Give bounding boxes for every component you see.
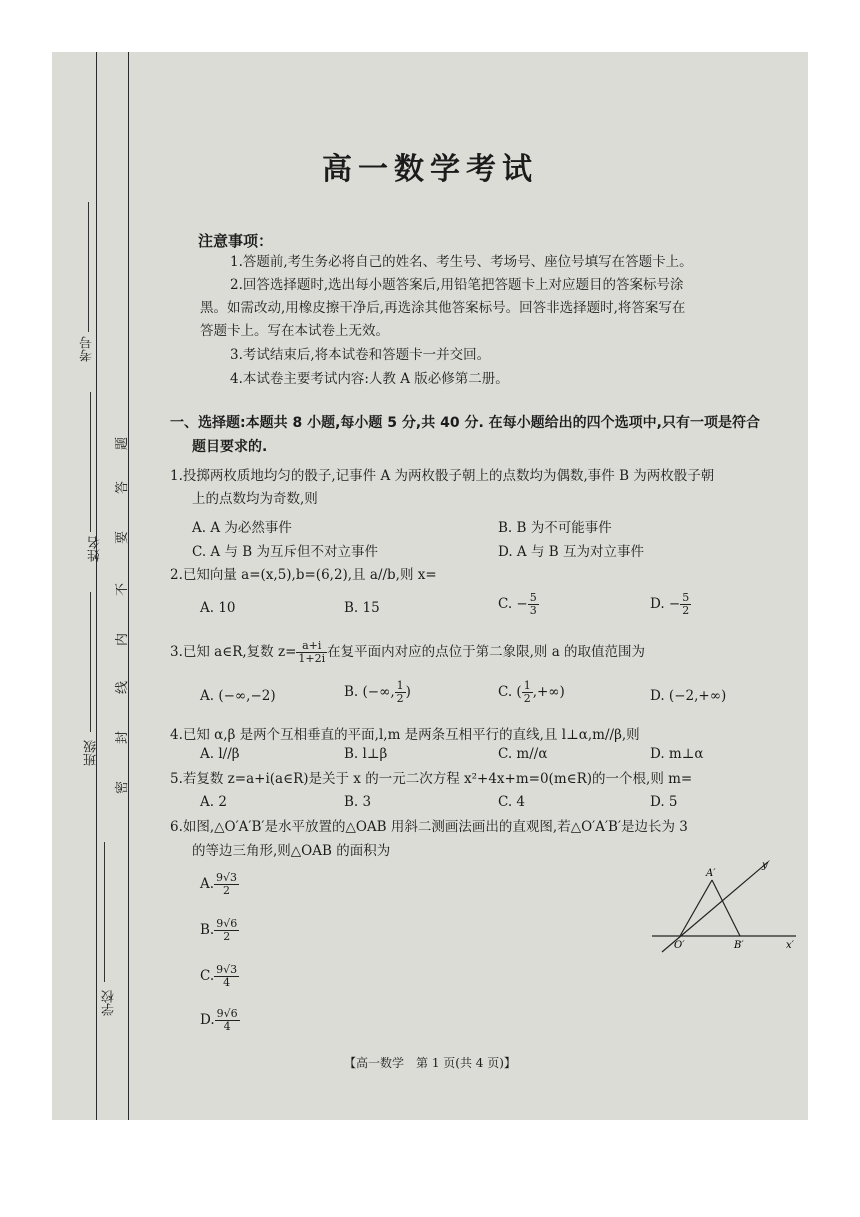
q5-stem: 5.若复数 z=a+i(a∈R)是关于 x 的一元二次方程 x²+4x+m=0(m∈R)的一个根,则 m= [170, 771, 693, 787]
kaohao-label: 考号 [80, 336, 95, 362]
exam-page [52, 52, 808, 1120]
seal-char: 内 [115, 632, 131, 647]
kaohao-blank [88, 202, 89, 332]
seal-char: 题 [115, 436, 131, 451]
notice-item: 2.回答选择题时,选出每小题答案后,用铅笔把答题卡上对应题目的答案标号涂 [230, 277, 684, 293]
xuexiao-blank [104, 842, 105, 982]
notice-heading: 注意事项： [198, 232, 274, 250]
seal-char: 线 [115, 680, 131, 695]
q6-option-d: D. $\frac{9√6}{4}$ [200, 1007, 238, 1033]
seal-char: 密 [115, 780, 131, 795]
q1-option-b: B. B 为不可能事件 [498, 520, 612, 536]
banji-blank [90, 592, 91, 732]
notice-item: 答题卡上。写在本试卷上无效。 [200, 323, 389, 339]
q6-option-c: C. $\frac{9√3}{4}$ [200, 963, 238, 989]
q3-option-a: A. (−∞,−2) [200, 688, 276, 704]
q6-figure [652, 852, 802, 962]
q2-option-b: B. 15 [344, 600, 380, 616]
q4-option-c: C. m//α [498, 746, 548, 762]
q3-option-b: B. (−∞, $\frac{1}{2}$ ) [344, 679, 411, 705]
q6-option-b: B. $\frac{9√6}{2}$ [200, 917, 238, 943]
notice-item: 4.本试卷主要考试内容:人教 A 版必修第二册。 [230, 371, 509, 387]
q6-stem-cont: 的等边三角形,则△OAB 的面积为 [192, 843, 391, 859]
label-y: y′ [762, 860, 770, 871]
q1-option-a: A. A 为必然事件 [192, 520, 292, 536]
q3-option-d: D. (−2,+∞) [650, 688, 727, 704]
q5-option-b: B. 3 [344, 794, 372, 810]
seal-char: 不 [115, 582, 131, 597]
q3-stem: 3.已知 a∈R,复数 z= $\frac{a+i}{1+2i}$ 在复平面内对应的点位于第二象限,则 a 的取值范围为 [170, 639, 646, 665]
q2-option-a: A. 10 [200, 600, 236, 616]
q1-stem: 1.投掷两枚质地均匀的骰子,记事件 A 为两枚骰子朝上的点数均为偶数,事件 B 为两枚骰子朝 [170, 468, 715, 484]
q1-option-c: C. A 与 B 为互斥但不对立事件 [192, 544, 378, 560]
q6-stem: 6.如图,△O′A′B′是水平放置的△OAB 用斜二测画法画出的直观图,若△O′A′B′是边长为 3 [170, 819, 688, 835]
q4-stem: 4.已知 α,β 是两个互相垂直的平面,l,m 是两条互相平行的直线,且 l⊥α,m//β,则 [170, 727, 640, 743]
label-o: O′ [674, 940, 685, 951]
q5-option-c: C. 4 [498, 794, 526, 810]
seal-char: 答 [115, 480, 131, 495]
q4-option-d: D. m⊥α [650, 746, 704, 762]
exam-title: 高一数学考试 [322, 152, 538, 187]
seal-char: 封 [115, 730, 131, 745]
banji-label: 班级 [84, 740, 99, 766]
label-b: B′ [734, 940, 744, 951]
xingming-label: 姓名 [88, 536, 103, 562]
seal-char: 要 [115, 530, 131, 545]
q1-stem-cont: 上的点数均为奇数,则 [192, 491, 318, 507]
q5-option-d: D. 5 [650, 794, 678, 810]
xingming-blank [90, 392, 91, 532]
margin-line-left [96, 52, 97, 1120]
notice-item: 1.答题前,考生务必将自己的姓名、考生号、考场号、座位号填写在答题卡上。 [230, 254, 693, 270]
section-heading-cont: 题目要求的. [192, 439, 268, 455]
q3-option-c: C. ( $\frac{1}{2}$ ,+∞) [498, 679, 565, 705]
q1-option-d: D. A 与 B 互为对立事件 [498, 544, 644, 560]
page-footer: 【高一数学 第 1 页(共 4 页)】 [344, 1056, 516, 1070]
q2-option-d: D. − $\frac{5}{2}$ [650, 591, 690, 617]
notice-item: 3.考试结束后,将本试卷和答题卡一并交回。 [230, 347, 491, 363]
section-heading: 一、选择题:本题共 8 小题,每小题 5 分,共 40 分. 在每小题给出的四个选项中,只有一项是符合 [170, 415, 760, 431]
q2-option-c: C. − $\frac{5}{3}$ [498, 591, 537, 617]
notice-item: 黑。如需改动,用橡皮擦干净后,再选涂其他答案标号。回答非选择题时,将答案写在 [200, 300, 686, 316]
q4-option-b: B. l⊥β [344, 746, 388, 762]
q2-stem: 2.已知向量 a=(x,5),b=(6,2),且 a//b,则 x= [170, 567, 437, 583]
q4-option-a: A. l//β [200, 746, 240, 762]
label-x: x′ [786, 940, 794, 951]
xuexiao-label: 学校 [102, 990, 117, 1016]
q6-option-a: A. $\frac{9√3}{2}$ [200, 871, 238, 897]
triangle-side-oa [680, 880, 712, 936]
label-a: A′ [706, 868, 716, 879]
q5-option-a: A. 2 [200, 794, 227, 810]
triangle-side-ab [712, 880, 740, 936]
